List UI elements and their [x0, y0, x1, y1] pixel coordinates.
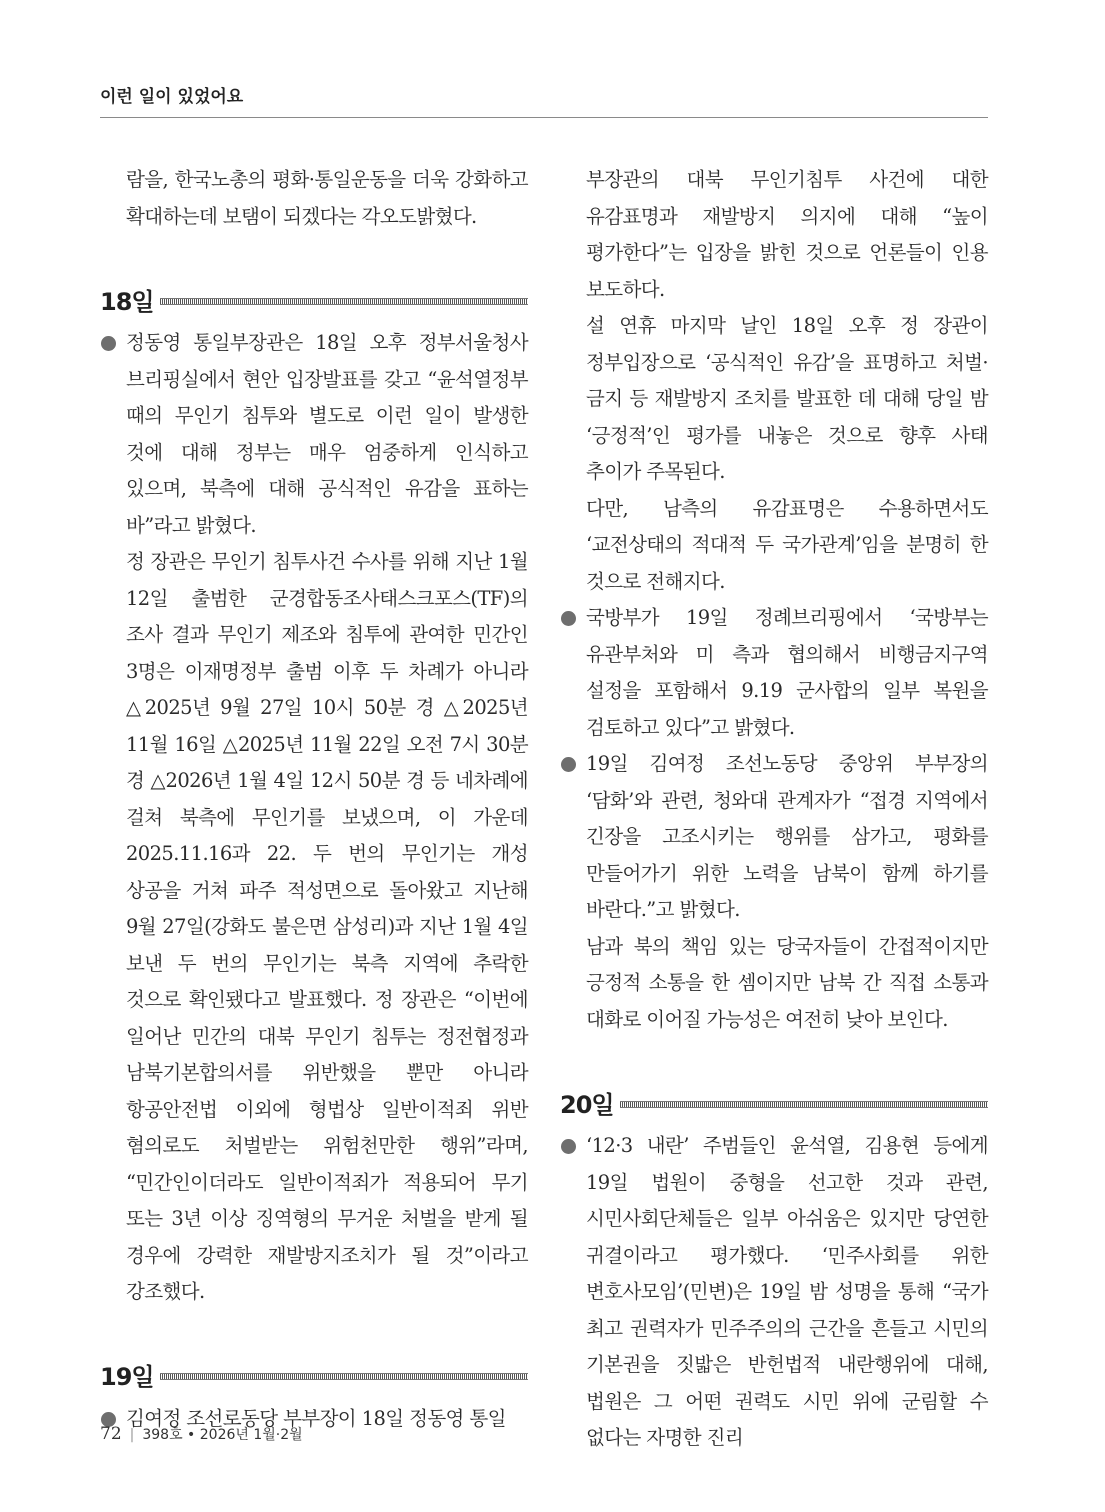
day-19-item-1-text: 김여정 조선로동당 부부장이 18일 정동영 통일: [126, 1406, 506, 1430]
header-divider: [100, 117, 988, 118]
left-column: [100, 162, 528, 1437]
day-18-label: 18일: [100, 287, 154, 316]
day-19-rule: [160, 1373, 528, 1380]
right-paragraph-2: 설 연휴 마지막 날인 18일 오후 정 장관이 정부입장으로 ‘공식적인 유감’을 표명하고 처벌·금지 등 재발방지 조치를 발표한 데 대해 당일 밤 ‘긍정적’인 평가를 내놓은 것으로 향후 사태 추이가 주목된다.: [586, 314, 988, 483]
day-20-item-1-text: ‘12·3 내란’ 주범들인 윤석열, 김용현 등에게 19일 법원이 중형을 선고한 것과 관련, 시민사회단체들은 일부 아쉬움은 있지만 당연한 귀결이라고 평가했다. ‘민주사회를 위한 변호사모임’(민변)은 19일 밤 성명을 통해 “국가 최고 권력자가 민주주의의 근간을 흔들고 시민의 기본권을 짓밟은 반헌법적 내란행위에 대해, 법원은 그 어떤 권력도 시민 위에 군림할 수 없다는 자명한 진리: [586, 1134, 988, 1449]
day-19-item-2-text: 국방부가 19일 정례브리핑에서 ‘국방부는 유관부처와 미 측과 협의해서 비행금지구역 설정을 포함해서 9.19 군사합의 일부 복원을 검토하고 있다”고 밝혔다.: [586, 606, 988, 739]
page-footer: [100, 1424, 303, 1444]
day-19-item-2: [560, 600, 988, 746]
page-number: 72: [100, 1424, 122, 1444]
bullet-icon: [561, 611, 576, 626]
day-20-rule: [620, 1101, 988, 1108]
right-paragraph-3: 다만, 남측의 유감표명은 수용하면서도 ‘교전상태의 적대적 두 국가관계’임을 분명히 한 것으로 전해지다.: [586, 496, 988, 593]
intro-paragraph: 람을, 한국노총의 평화·통일운동을 더욱 강화하고 확대하는데 보탬이 되겠다는 각오도밝혔다.: [126, 168, 528, 228]
day-18-paragraph-2: 정 장관은 무인기 침투사건 수사를 위해 지난 1월 12일 출범한 군경합동조사태스크포스(TF)의 조사 결과 무인기 제조와 침투에 관여한 민간인 3명은 이재명정부 출범 이후 두 차례가 아니라 △2025년 9월 27일 10시 50분 경 △2025년 11월 16일 △2025년 11월 22일 오전 7시 30분 경 △2026년 1월 4일 12시 50분 경 등 네차례에 걸쳐 북측에 무인기를 보냈으며, 이 가운데 2025.11.16과 22. 두 번의 무인기는 개성 상공을 거쳐 파주 적성면으로 돌아왔고 지난해 9월 27일(강화도 불은면 삼성리)과 지난 1월 4일 보낸 두 번의 무인기는 북측 지역에 추락한 것으로 확인됐다고 발표했다. 정 장관은 “이번에 일어난 민간의 대북 무인기 침투는 정전협정과 남북기본합의서를 위반했을 뿐만 아니라 항공안전법 이외에 형법상 일반이적죄 위반 혐의로도 처벌받는 위험천만한 행위”라며, “민간인이더라도 일반이적죄가 적용되어 무기 또는 3년 이상 징역형의 무거운 처벌을 받게 될 경우에 강력한 재발방지조치가 될 것”이라고 강조했다.: [126, 550, 528, 1303]
day-19-label: 19일: [100, 1363, 154, 1391]
day-19-item-3-text: 19일 김여정 조선노동당 중앙위 부부장의 ‘담화’와 관련, 청와대 관계자가 “접경 지역에서 긴장을 고조시키는 행위를 삼가고, 평화를 만들어가기 위한 노력을 남북이 함께 하기를 바란다.”고 밝혔다.: [586, 752, 988, 921]
day-19-item-3: [560, 746, 988, 929]
day-20-label: 20일: [560, 1090, 614, 1119]
continued-paragraph: 부장관의 대북 무인기침투 사건에 대한 유감표명과 재발방지 의지에 대해 “높이 평가한다”는 입장을 밝힌 것으로 언론들이 인용 보도하다.: [586, 168, 988, 301]
day-18-item-1-text: 정동영 통일부장관은 18일 오후 정부서울청사 브리핑실에서 현안 입장발표를 갖고 “윤석열정부 때의 무인기 침투와 별도로 이런 일이 발생한 것에 대해 정부는 매우 엄중하게 인식하고 있으며, 북측에 대해 공식적인 유감을 표하는 바”라고 밝혔다.: [126, 331, 528, 537]
footer-separator: |: [129, 1427, 135, 1443]
day-19-heading: [100, 1355, 528, 1395]
right-paragraph-4: 남과 북의 책임 있는 당국자들이 간접적이지만 긍정적 소통을 한 셈이지만 남북 간 직접 소통과 대화로 이어질 가능성은 여전히 낮아 보인다.: [586, 934, 988, 1031]
right-column: [560, 162, 988, 1457]
day-20-heading: [560, 1082, 988, 1122]
section-header: 이런 일이 있었어요: [100, 87, 244, 107]
day-18-rule: [160, 298, 528, 305]
bullet-icon: [561, 1139, 576, 1154]
day-18-item-1: [100, 325, 528, 544]
day-20-item-1: [560, 1128, 988, 1457]
day-18-heading: [100, 279, 528, 319]
bullet-icon: [561, 757, 576, 772]
issue-info: 398호 • 2026년 1월·2월: [142, 1427, 303, 1443]
bullet-icon: [101, 336, 116, 351]
